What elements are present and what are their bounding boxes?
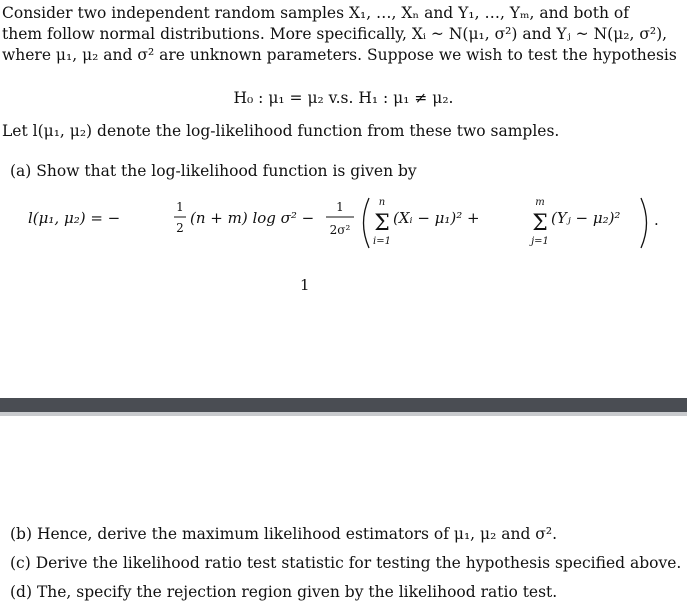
sum2-sigma: Σ [532, 211, 548, 236]
fraction2-denominator: 2σ² [329, 223, 351, 237]
part-b-text: (b) Hence, derive the maximum likelihood estimators of μ₁, μ₂ and σ². [10, 525, 558, 543]
fraction2-numerator: 1 [336, 200, 344, 214]
loglik-definition: Let l(μ₁, μ₂) denote the log-likelihood function from these two samples. [2, 122, 560, 140]
hypothesis-statement: H₀ : μ₁ = μ₂ v.s. H₁ : μ₁ ≠ μ₂. [233, 89, 454, 107]
left-big-paren [364, 198, 370, 248]
sum2-term: (Yⱼ − μ₂)² [551, 209, 621, 227]
sum2-upper: m [535, 197, 545, 208]
page-divider-shadow [0, 412, 687, 416]
formula-middle: (n + m) log σ² − [190, 209, 315, 227]
sum1-lower: i=1 [373, 236, 391, 247]
intro-line-2: them follow normal distributions. More specifically, Xᵢ ~ N(μ₁, σ²) and Yⱼ ~ N(μ₂, σ²), [2, 25, 668, 43]
sum1-term: (Xᵢ − μ₁)² + [393, 209, 480, 227]
fraction1-denominator: 2 [176, 221, 184, 235]
fraction1-numerator: 1 [176, 200, 184, 214]
formula-period: . [654, 211, 659, 229]
formula-lhs: l(μ₁, μ₂) = − [28, 209, 121, 227]
page-number: 1 [300, 276, 310, 294]
part-a-text: (a) Show that the log-likelihood function is given by [10, 162, 417, 180]
sum2-lower: j=1 [531, 236, 549, 247]
intro-line-1: Consider two independent random samples X₁, …, Xₙ and Y₁, …, Yₘ, and both of [2, 4, 629, 22]
part-c-text: (c) Derive the likelihood ratio test statistic for testing the hypothesis specified above. [10, 554, 682, 572]
page-divider [0, 398, 687, 412]
part-d-text: (d) The, specify the rejection region given by the likelihood ratio test. [10, 583, 558, 601]
intro-line-3: where μ₁, μ₂ and σ² are unknown parameters. Suppose we wish to test the hypothesis [2, 46, 677, 64]
sum1-upper: n [378, 197, 386, 208]
sum1-sigma: Σ [374, 211, 390, 236]
loglik-formula [28, 192, 668, 262]
right-big-paren [641, 198, 647, 248]
